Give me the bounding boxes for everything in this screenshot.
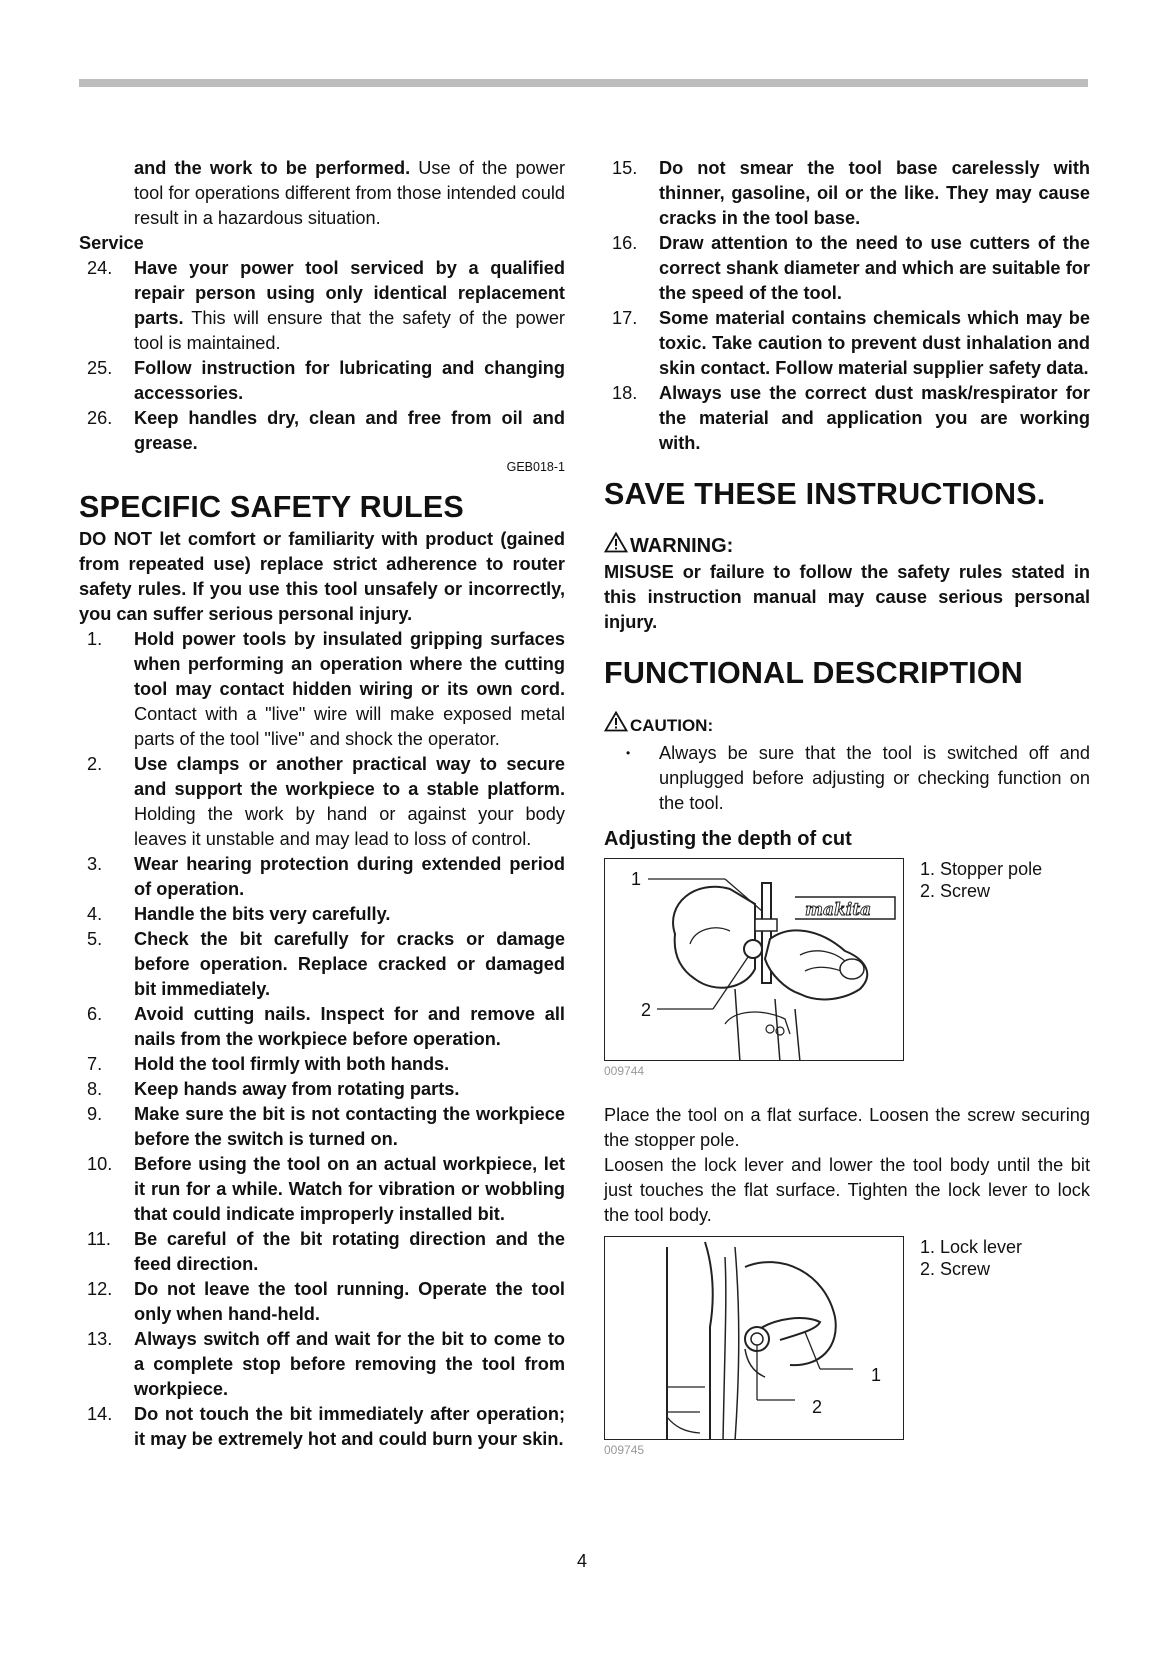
legend-lock-lever: 1. Lock lever	[920, 1237, 1023, 1257]
item-number: 14.	[87, 1404, 113, 1424]
legend-screw: 2. Screw	[920, 881, 991, 901]
item-text	[134, 1327, 565, 1402]
legend-screw: 2. Screw	[920, 1259, 991, 1279]
item-number: 3.	[87, 854, 103, 874]
item-number: 25.	[87, 358, 113, 378]
item-text	[134, 1077, 565, 1102]
item-bold-text: Always use the correct dust mask/respirator for the material and application you are working with.	[659, 383, 1090, 453]
list-item	[79, 356, 565, 406]
item-text	[134, 752, 565, 852]
item-text	[134, 1052, 565, 1077]
item-bold-text: Draw attention to the need to use cutters of the correct shank diameter and which are suitable for the speed of the tool.	[659, 233, 1090, 303]
service-list	[79, 256, 565, 456]
item-bold-text: Be careful of the bit rotating direction and the feed direction.	[134, 1229, 565, 1274]
caution-item	[604, 741, 1090, 816]
item-number: 13.	[87, 1329, 113, 1349]
item-number: 17.	[612, 308, 638, 328]
warning-label: WARNING:	[630, 534, 734, 557]
figure-1-id: 009744	[604, 1064, 645, 1078]
callout-1: 1	[871, 1365, 882, 1385]
item-number: 24.	[87, 258, 113, 278]
item-bold-text: Have your power tool serviced by a qualified repair person using only identical replacement parts.	[134, 258, 565, 328]
item-number: 5.	[87, 929, 103, 949]
item-plain-text: This will ensure that the safety of the power tool is maintained.	[134, 308, 565, 353]
intro-bold: and the work to be performed.	[134, 158, 411, 178]
item-text	[659, 156, 1090, 231]
figure-1-legend	[920, 858, 1042, 902]
item-bold-text: Follow instruction for lubricating and changing accessories.	[134, 358, 565, 403]
list-item	[79, 1102, 565, 1152]
item-bold-text: Make sure the bit is not contacting the workpiece before the switch is turned on.	[134, 1104, 565, 1149]
adjust-depth-heading: Adjusting the depth of cut	[604, 828, 852, 850]
document-code: GEB018-1	[506, 460, 565, 474]
item-text	[134, 256, 565, 356]
item-number: 4.	[87, 904, 103, 924]
legend-stopper-pole: 1. Stopper pole	[920, 859, 1043, 879]
list-item	[79, 1402, 565, 1452]
list-item	[79, 1077, 565, 1102]
intro-text: Use of the power tool for operations different from those intended could result in a hazardous situation.	[134, 158, 566, 228]
item-text	[134, 1102, 565, 1152]
rules-list	[79, 627, 565, 1452]
figure-stopper-pole	[604, 858, 1090, 1079]
item-bold-text: Keep hands away from rotating parts.	[134, 1079, 460, 1099]
warning-text: MISUSE or failure to follow the safety rules stated in this instruction manual may cause serious personal injury.	[604, 562, 1090, 632]
item-bold-text: Hold power tools by insulated gripping surfaces when performing an operation where the cutting tool may contact hidden wiring or its own cord.	[134, 629, 565, 699]
item-text	[134, 927, 565, 1002]
item-text	[659, 306, 1090, 381]
functional-description-heading: FUNCTIONAL DESCRIPTION	[604, 656, 1023, 690]
item-number: 16.	[612, 233, 638, 253]
list-item	[79, 1227, 565, 1277]
callout-1: 1	[631, 869, 642, 889]
rules-list-continued	[604, 156, 1090, 456]
list-item	[604, 306, 1090, 381]
list-item	[79, 1152, 565, 1227]
list-item	[604, 231, 1090, 306]
item-bold-text: Keep handles dry, clean and free from oil and grease.	[134, 408, 565, 453]
item-text	[659, 381, 1090, 456]
item-number: 6.	[87, 1004, 103, 1024]
list-item	[79, 852, 565, 902]
item-number: 18.	[612, 383, 638, 403]
figure-lock-lever	[604, 1236, 1090, 1458]
item-bold-text: Always switch off and wait for the bit to come to a complete stop before removing the tool from workpiece.	[134, 1329, 565, 1399]
item-number: 11.	[87, 1229, 111, 1249]
list-item	[79, 406, 565, 456]
list-item	[79, 1052, 565, 1077]
instruction-paragraph-2: Loosen the lock lever and lower the tool body until the bit just touches the flat surface. Tighten the lock lever to lock the tool body.	[604, 1155, 1090, 1225]
item-number: 12.	[87, 1279, 113, 1299]
figure-2-legend	[920, 1236, 1022, 1280]
page-number: 4	[576, 1551, 587, 1571]
item-bold-text: Avoid cutting nails. Inspect for and remove all nails from the workpiece before operation.	[134, 1004, 565, 1049]
brand-logo: makita	[805, 900, 872, 920]
item-text	[134, 1227, 565, 1277]
item-text	[659, 231, 1090, 306]
item-text	[134, 1002, 565, 1052]
stopper-pole-illustration	[604, 858, 904, 1061]
item-bold-text: Do not touch the bit immediately after operation; it may be extremely hot and could burn your skin.	[134, 1404, 565, 1449]
list-item	[604, 156, 1090, 231]
item-text	[134, 902, 565, 927]
list-item	[79, 1327, 565, 1402]
item-number: 7.	[87, 1054, 103, 1074]
item-plain-text: Contact with a "live" wire will make exposed metal parts of the tool "live" and shock the operator.	[134, 704, 565, 749]
item-bold-text: Hold the tool firmly with both hands.	[134, 1054, 450, 1074]
item-number: 2.	[87, 754, 103, 774]
item-bold-text: Wear hearing protection during extended period of operation.	[134, 854, 565, 899]
instruction-paragraph-1: Place the tool on a flat surface. Loosen the screw securing the stopper pole.	[604, 1105, 1090, 1150]
save-instructions-heading: SAVE THESE INSTRUCTIONS.	[604, 477, 1046, 511]
callout-2: 2	[641, 1000, 652, 1020]
item-text	[134, 356, 565, 406]
caution-text: Always be sure that the tool is switched off and unplugged before adjusting or checking function on the tool.	[659, 743, 1090, 813]
item-text	[134, 1277, 565, 1327]
item-number: 10.	[87, 1154, 113, 1174]
warning-triangle-icon	[604, 532, 628, 560]
item-text	[134, 1402, 565, 1452]
callout-2: 2	[812, 1397, 823, 1417]
caution-heading	[604, 711, 1090, 739]
item-number: 15.	[612, 158, 638, 178]
bullet-icon: •	[626, 746, 631, 760]
service-heading: Service	[79, 233, 144, 253]
specific-safety-heading: SPECIFIC SAFETY RULES	[79, 490, 464, 524]
item-number: 1.	[87, 629, 103, 649]
left-column	[79, 156, 565, 1452]
warning-heading	[604, 532, 1090, 560]
list-item	[79, 1277, 565, 1327]
item-text	[134, 852, 565, 902]
caution-triangle-icon	[604, 711, 628, 739]
item-bold-text: Handle the bits very carefully.	[134, 904, 391, 924]
right-column	[604, 156, 1090, 1458]
item-number: 26.	[87, 408, 113, 428]
list-item	[604, 381, 1090, 456]
list-item	[79, 752, 565, 852]
header-rule	[79, 79, 1088, 87]
item-bold-text: Check the bit carefully for cracks or damage before operation. Replace cracked or damaged bit immediately.	[134, 929, 565, 999]
item-bold-text: Some material contains chemicals which may be toxic. Take caution to prevent dust inhalation and skin contact. Follow material supplier safety data.	[659, 308, 1090, 378]
figure-2-id: 009745	[604, 1443, 645, 1457]
list-item	[79, 902, 565, 927]
item-number: 8.	[87, 1079, 103, 1099]
item-text	[134, 406, 565, 456]
item-bold-text: Before using the tool on an actual workpiece, let it run for a while. Watch for vibration or wobbling that could indicate improperly installed bit.	[134, 1154, 565, 1224]
specific-intro: DO NOT let comfort or familiarity with product (gained from repeated use) replace strict adherence to router safety rules. If you use this tool unsafely or incorrectly, you can suffer serious personal injury.	[79, 529, 565, 624]
list-item	[79, 927, 565, 1002]
item-bold-text: Do not leave the tool running. Operate the tool only when hand-held.	[134, 1279, 565, 1324]
item-text	[134, 627, 565, 752]
item-bold-text: Do not smear the tool base carelessly with thinner, gasoline, oil or the like. They may cause cracks in the tool base.	[659, 158, 1090, 228]
item-number: 9.	[87, 1104, 103, 1124]
item-text	[134, 1152, 565, 1227]
list-item	[79, 1002, 565, 1052]
caution-label: CAUTION:	[630, 715, 714, 735]
item-plain-text: Holding the work by hand or against your body leaves it unstable and may lead to loss of control.	[134, 804, 565, 849]
list-item	[79, 256, 565, 356]
item-bold-text: Use clamps or another practical way to secure and support the workpiece to a stable platform.	[134, 754, 565, 799]
lock-lever-illustration	[604, 1236, 904, 1440]
intro-paragraph	[79, 156, 565, 231]
list-item	[79, 627, 565, 752]
